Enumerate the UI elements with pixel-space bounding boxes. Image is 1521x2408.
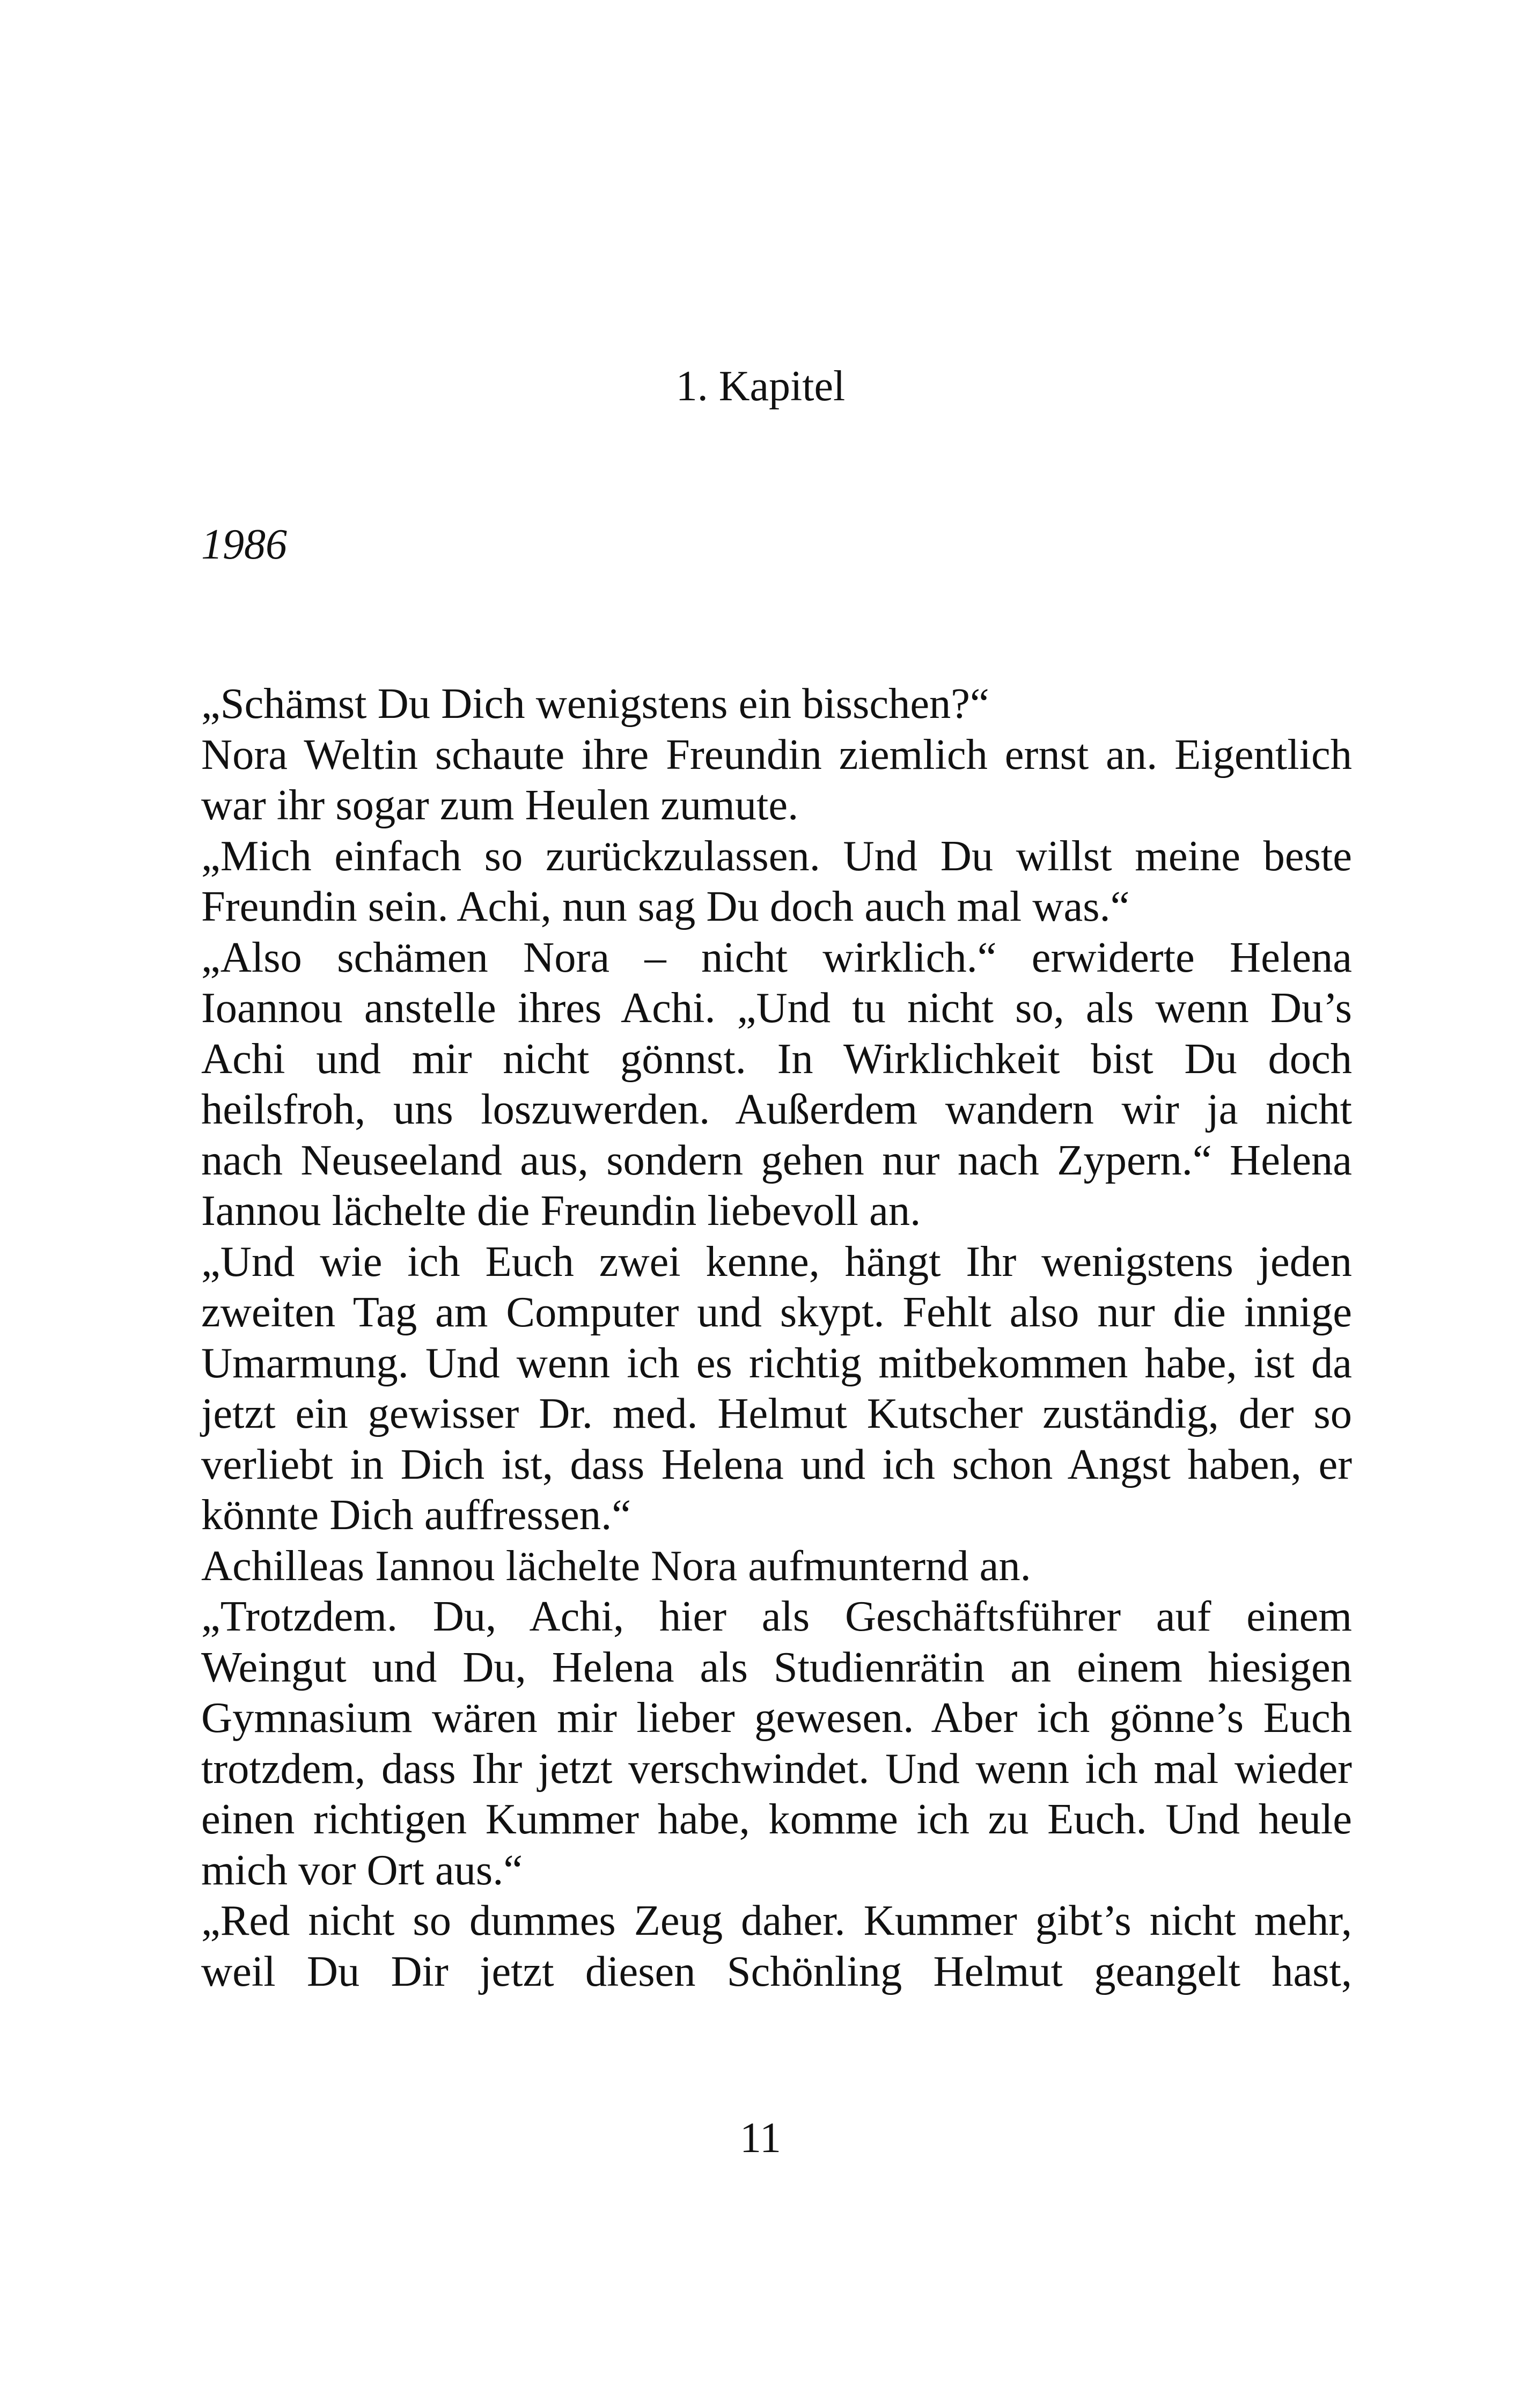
text-line: Ioannou anstelle ihres Achi. „Und tu nicht so, als wenn Du’s bbox=[201, 984, 1352, 1032]
text-line: „Und wie ich Euch zwei kenne, hängt Ihr wenigstens jeden bbox=[201, 1237, 1352, 1286]
page-number: 11 bbox=[739, 2115, 782, 2162]
text-line: Iannou lächelte die Freundin liebevoll an. bbox=[201, 1187, 921, 1235]
chapter-title: 1. Kapitel bbox=[675, 363, 846, 410]
year-heading: 1986 bbox=[201, 521, 287, 568]
text-line: könnte Dich auffressen.“ bbox=[201, 1491, 631, 1539]
text-line: Umarmung. Und wenn ich es richtig mitbekommen habe, ist da bbox=[201, 1339, 1352, 1387]
text-line: jetzt ein gewisser Dr. med. Helmut Kutscher zuständig, der so bbox=[201, 1390, 1352, 1437]
text-line: Achi und mir nicht gönnst. In Wirklichkeit bist Du doch bbox=[201, 1034, 1352, 1083]
text-line: „Mich einfach so zurückzulassen. Und Du willst meine beste bbox=[201, 832, 1352, 880]
text-line: „Also schämen Nora – nicht wirklich.“ erwiderte Helena bbox=[201, 933, 1352, 981]
text-line: war ihr sogar zum Heulen zumute. bbox=[201, 781, 799, 829]
text-line: nach Neuseeland aus, sondern gehen nur nach Zypern.“ Helena bbox=[201, 1136, 1352, 1184]
text-line: mich vor Ort aus.“ bbox=[201, 1846, 523, 1894]
text-line: verliebt in Dich ist, dass Helena und ich schon Angst haben, er bbox=[201, 1440, 1352, 1488]
text-line: Achilleas Iannou lächelte Nora aufmunternd an. bbox=[201, 1541, 1031, 1590]
text-line: weil Du Dir jetzt diesen Schönling Helmut geangelt hast, bbox=[201, 1947, 1352, 1995]
text-line: „Red nicht so dummes Zeug daher. Kummer gibt’s nicht mehr, bbox=[201, 1897, 1352, 1944]
text-line: trotzdem, dass Ihr jetzt verschwindet. Und wenn ich mal wieder bbox=[201, 1744, 1352, 1793]
body-text bbox=[201, 679, 1352, 1997]
text-line: einen richtigen Kummer habe, komme ich zu Euch. Und heule bbox=[201, 1795, 1352, 1843]
text-line: Freundin sein. Achi, nun sag Du doch auch mal was.“ bbox=[201, 883, 1130, 930]
text-line: Gymnasium wären mir lieber gewesen. Aber ich gönne’s Euch bbox=[201, 1694, 1352, 1742]
text-line: „Schämst Du Dich wenigstens ein bisschen?“ bbox=[201, 680, 989, 728]
text-line: „Trotzdem. Du, Achi, hier als Geschäftsführer auf einem bbox=[201, 1592, 1352, 1640]
text-line: heilsfroh, uns loszuwerden. Außerdem wandern wir ja nicht bbox=[201, 1085, 1352, 1133]
text-line: Weingut und Du, Helena als Studienrätin an einem hiesigen bbox=[201, 1643, 1352, 1691]
text-line: Nora Weltin schaute ihre Freundin ziemlich ernst an. Eigentlich bbox=[201, 730, 1352, 779]
text-line: zweiten Tag am Computer und skypt. Fehlt also nur die innige bbox=[201, 1288, 1352, 1336]
